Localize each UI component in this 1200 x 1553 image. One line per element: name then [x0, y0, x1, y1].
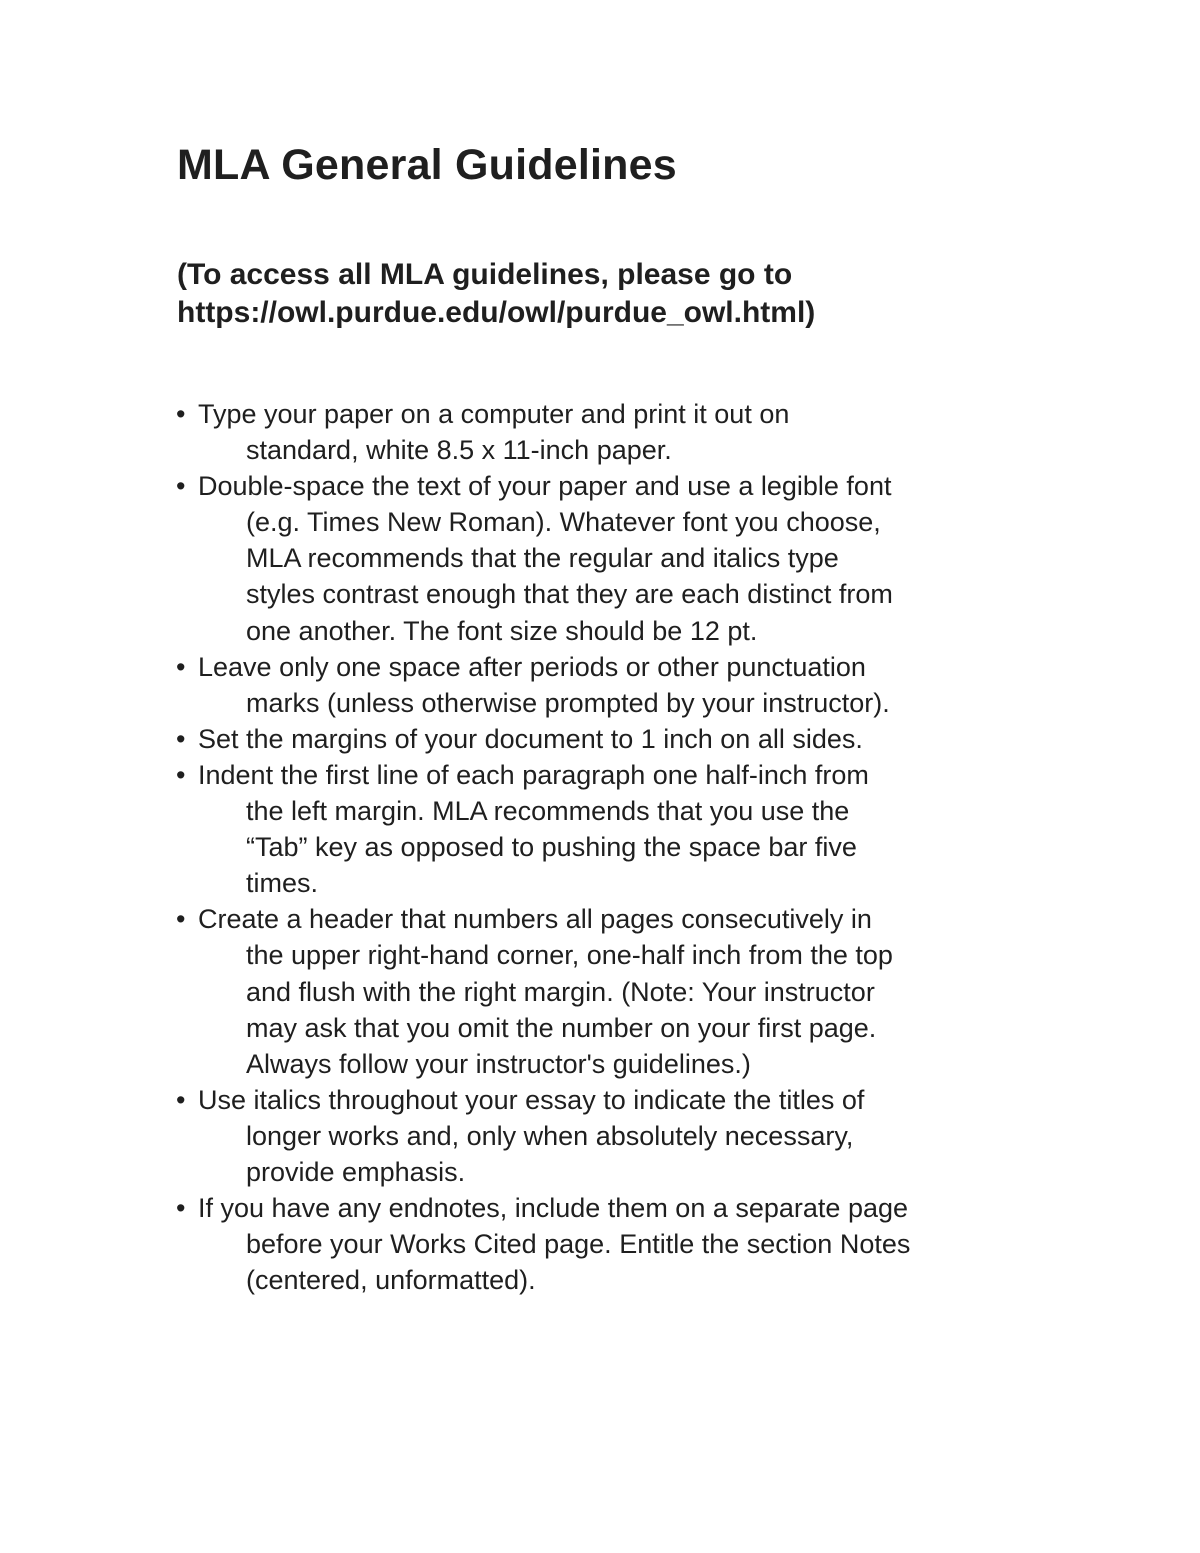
guideline-text-line: provide emphasis. — [246, 1156, 466, 1187]
guideline-item — [176, 1082, 1076, 1190]
guideline-text-line: the upper right-hand corner, one-half inch from the top — [246, 940, 893, 971]
guideline-text-line: one another. The font size should be 12 pt. — [246, 615, 758, 646]
bullet-icon: • — [176, 1193, 186, 1224]
guideline-text-line: Type your paper on a computer and print it out on — [198, 399, 790, 429]
bullet-icon: • — [176, 723, 186, 754]
guideline-text-line: Set the margins of your document to 1 inch on all sides. — [198, 723, 863, 754]
guideline-text-line: times. — [246, 868, 319, 899]
guideline-text-line: and flush with the right margin. (Note: Your instructor — [246, 976, 875, 1007]
guidelines-list — [176, 396, 1076, 1298]
guideline-item — [176, 649, 1076, 721]
guideline-text-line: before your Works Cited page. Entitle the section Notes — [246, 1229, 911, 1260]
guideline-text-line: styles contrast enough that they are each distinct from — [246, 579, 893, 610]
guideline-item — [176, 721, 1076, 757]
guideline-text-line: Indent the first line of each paragraph one half-inch from — [198, 759, 869, 790]
page-title: MLA General Guidelines — [177, 141, 677, 189]
access-note-line: (To access all MLA guidelines, please go to — [177, 258, 793, 291]
guideline-text-line: Use italics throughout your essay to indicate the titles of — [198, 1084, 865, 1115]
guideline-text-line: (centered, unformatted). — [246, 1265, 536, 1296]
guideline-text-line: the left margin. MLA recommends that you use the — [246, 796, 850, 827]
guideline-text-line: Always follow your instructor's guidelines.) — [246, 1048, 751, 1079]
guideline-item — [176, 757, 1076, 901]
bullet-icon: • — [176, 399, 186, 429]
guideline-text-line: marks (unless otherwise prompted by your instructor). — [246, 687, 890, 718]
guideline-text-line: Leave only one space after periods or other punctuation — [198, 651, 866, 682]
guideline-text-line: standard, white 8.5 x 11-inch paper. — [246, 435, 672, 466]
guideline-text-line: “Tab” key as opposed to pushing the space bar five — [246, 832, 857, 863]
bullet-icon: • — [176, 759, 186, 790]
bullet-icon: • — [176, 904, 186, 935]
guideline-text-line: MLA recommends that the regular and italics type — [246, 543, 839, 574]
guideline-text-line: If you have any endnotes, include them on a separate page — [198, 1193, 909, 1224]
guideline-item — [176, 468, 1076, 648]
bullet-icon: • — [176, 651, 186, 682]
bullet-icon: • — [176, 471, 186, 502]
access-note-url: https://owl.purdue.edu/owl/purdue_owl.html) — [177, 296, 816, 329]
guideline-text-line: (e.g. Times New Roman). Whatever font you choose, — [246, 507, 881, 538]
guideline-text-line: Double-space the text of your paper and use a legible font — [198, 471, 892, 502]
guideline-text-line: longer works and, only when absolutely necessary, — [246, 1120, 854, 1151]
guideline-item — [176, 1190, 1076, 1298]
guideline-item — [176, 901, 1076, 1081]
access-note — [177, 256, 815, 332]
bullet-icon: • — [176, 1084, 186, 1115]
guideline-item — [176, 396, 1076, 468]
guideline-text-line: Create a header that numbers all pages consecutively in — [198, 904, 872, 935]
guideline-text-line: may ask that you omit the number on your first page. — [246, 1012, 877, 1043]
